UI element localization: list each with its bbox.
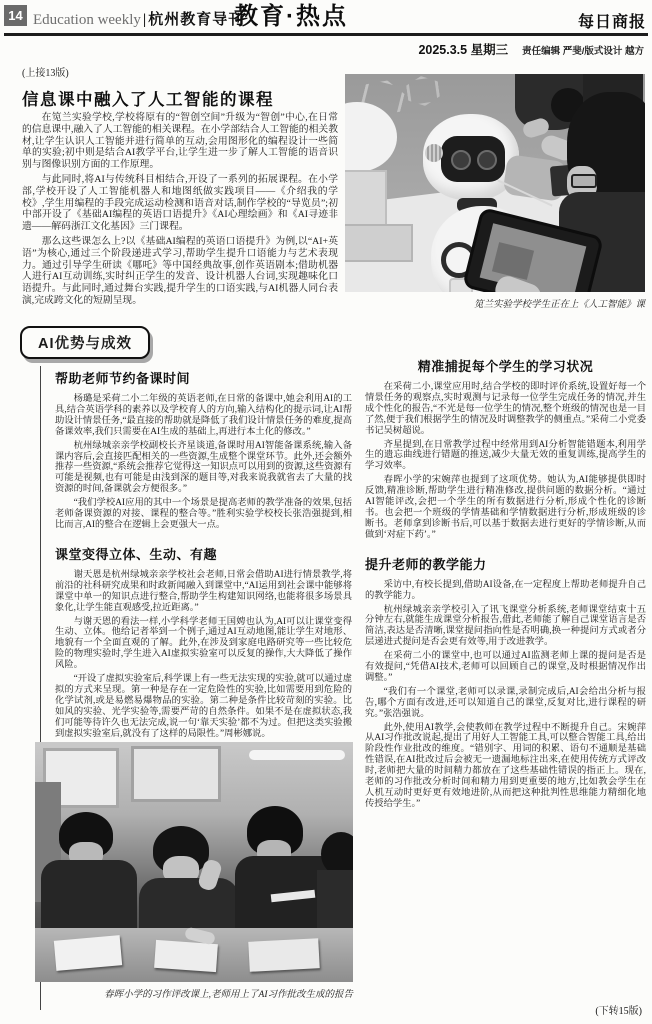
paragraph: 此外,使用AI教学,会使教师在教学过程中不断提升自己。宋婉萍从AI习作批改说起,提出了用好人工智能工具,可以整合智能工具,给出阶段性作业批改的维度。“错别字、用词的积累、语句不通顺是基础性错误,在AI批改过后会被无一遗漏地标注出来,在使用传统方式评改时,老师把大量的时间精力都放在了这些基础性错误的指正上。现在,老师的习作批改分析时间和精力用到更重要的地方,比如教会学生在人机互动时更好更有效地进阶,从而把这种批判性思维能力精细化地传授给学生。” — [365, 722, 646, 809]
article-body — [22, 112, 338, 310]
masthead: 每日商报 — [577, 14, 646, 31]
photo-caption: 笕兰实验学校学生正在上《人工智能》课 — [473, 300, 645, 310]
paragraph: 在采荷二小,课堂应用时,结合学校的即时评价系统,设置好每一个情景任务的观察点,实时观测与记录每一位学生完成任务的情况,并生成个性化的报告,“不光是每一位学生的情况,整个班级的情况也是一目了然,便于我们根据学生的情况及时调整教学的侧重点。”采荷二小党委书记吴树超说。 — [365, 382, 646, 436]
subsection-body — [55, 570, 352, 740]
subhead-teacher-ability: 提升老师的教学能力 — [365, 556, 487, 572]
date-text: 2025.3.5 星期三 — [418, 43, 509, 57]
edition-en: Education weekly — [33, 12, 141, 28]
page-number: 14 — [4, 5, 27, 26]
staff-credits: 责任编辑 严斐/版式设计 越方 — [522, 46, 644, 57]
worksheet-paper — [54, 935, 122, 971]
ceiling-light — [249, 750, 345, 760]
section-title: 教育·热点 — [234, 3, 348, 30]
article-headline: 信息课中融入了人工智能的课程 — [22, 91, 274, 109]
paragraph: 在笕兰实验学校,学校将原有的“智创空间”升级为“智创”中心,在日常的信息课中,融入了人工智能的相关课程。在小学部结合人工智能的相关教材,让学生认识人工智能并进行简单的互动,会用图形化的编程设计一些简单的实验;初中则是结合AI教学平台,让学生进一步了解人工智能的语音识别与图像识别方面的工作原理。 — [22, 112, 338, 171]
paragraph: 那么这些课怎么上?以《基础AI编程的英语口语提升》为例,以“AI+英语”为核心,通过三个阶段递进式学习,帮助学生提升口语能力与艺术表现力。通过引导学生研读《哪吒》等中国经典故事,创作英语剧本;借助机器人进行AI互动训练,实时纠正学生的发音、设计机器人台词,实现趣味化口语提升。与此同时,通过舞台实践,提升学生的口语实践,与AI机器人同台表演,完成跨文化的短剧呈现。 — [22, 235, 338, 306]
subhead-student-tracking: 精准捕捉每个学生的学习状况 — [417, 359, 594, 374]
section-right-column — [365, 356, 646, 813]
paragraph: 春晖小学的宋婉萍也提到了这项优势。她认为,AI能够提供即时反馈,精准诊断,帮助学生进行精准修改,提供问题的数据分析。“通过AI智能评改,会把一个学生的所有数据进行分析,形成个性化的诊断书。也会把一个班级的学情基础和学情数据进行分析,形成班级的诊断书。老师拿到诊断书后,可以基于数据去进行更好的学情诊断,从而做到‘对症下药’。” — [365, 475, 646, 540]
photo-caption: 春晖小学的习作评改课上,老师用上了AI习作批改生成的报告 — [104, 990, 353, 1000]
window — [131, 746, 221, 802]
classroom-photo — [35, 742, 353, 982]
robot-eye — [477, 150, 497, 170]
edition-cn: 杭州教育导刊 — [148, 11, 245, 28]
robot-ear-grille — [425, 144, 443, 162]
student-uniform — [41, 860, 137, 930]
paragraph: “我们有一个课堂,老师可以录课,录制完成后,AI会给出分析与报告,哪个方面有改进,还可以知道自己的课堂,反复对比,进行课程的研究。”张浩强说。 — [365, 686, 646, 719]
section-left-column — [55, 368, 352, 742]
subsection-body — [55, 394, 352, 531]
paragraph: 杨璐是采荷二小二年级的英语老师,在日常的备课中,她会利用AI的工具,结合英语学科的素养以及学校育人的方向,输入结构化的提示词,让AI帮助设计情景任务,“最直接的帮助就是降低了我们设计情景任务的难度,提高备课效率,我们只需要在AI生成的基础上,再进行本土化的修改。” — [55, 394, 352, 437]
glasses-icon — [571, 174, 597, 188]
subhead-vivid-class: 课堂变得立体、生动、有趣 — [55, 546, 218, 562]
subsection-body — [365, 382, 646, 541]
subsection-body — [365, 580, 646, 810]
worksheet-paper — [154, 940, 218, 972]
paragraph: 在采荷二小的课堂中,也可以通过AI监测老师上课的提问是否是有效提问,“凭借AI技术,老师可以回顾自己的课堂,及时根据情况作出调整。” — [365, 651, 646, 683]
paragraph: 齐星提到,在日常教学过程中经常用到AI分析智能错题本,利用学生的遗忘曲线进行错题的推送,减少大量无效的重复训练,提高学生的学习效率。 — [365, 439, 646, 472]
paragraph: “我们学校AI应用的其中一个场景是提高老师的教学准备的效果,包括老师备课资源的对接、课程的整合等。”胜利实验学校校长张浩强提到,相比而言,AI的整合在逻辑上会更强大一点。 — [55, 498, 352, 530]
robot-eye — [451, 150, 471, 170]
page-header — [0, 0, 652, 34]
section-badge: AI优势与成效 — [20, 326, 150, 359]
paragraph: 采访中,有校长提到,借助AI设备,在一定程度上帮助老师提升自己的教学能力。 — [365, 579, 646, 601]
continued-from-note: (上接13版) — [22, 68, 69, 79]
paragraph: 杭州绿城亲亲学校引入了讯飞课堂分析系统,老师课堂结束十五分钟左右,就能生成课堂分析报告,借此,老师能了解自己课堂语言是否简洁,表达是否清晰,课堂提问指向性是否明确,换一种提问方式或者分层递进式提问是否会更有效等,用于改进教学。 — [365, 604, 646, 648]
paragraph: 杭州绿城亲亲学校副校长齐星谈道,备课时用AI智能备课系统,输入备课内容后,会直接匹配相关的一些资源,生成整个课堂环节。此外,还会额外推荐一些资源,“系统会推荐它觉得这一知识点可以用到的资源,这些资源有可能是视频,也有可能是由浅到深的题目等,对我来说我就省去了大量的找资源的时间,备课就会方便很多。” — [55, 440, 352, 495]
paragraph: “开设了虚拟实验室后,科学课上有一些无法实现的实验,就可以通过虚拟的方式来呈现。第一种是存在一定危险性的实验,比如需要用到危险的化学试剂,或是易燃易爆物品的实验。第二种是条件比较苛刻的实验。比如风的实验、光学实验等,需要严苛的自然条件。如果不是在虚拟状态,我们可能等待许久也无法完成,说一句‘靠天实验’都不为过。但把这类实验搬到虚拟实验室后,就没有了这样的局限性。”周彬娜说。 — [55, 674, 352, 739]
paragraph: 与谢天恩的看法一样,小学科学老师王国娉也认为,AI可以让课堂变得生动、立体。他给记者举到一个例子,通过AI互动地图,能让学生对地形、地貌有一个全面直观的了解。此外,在涉及到家庭电路研究等一些比较危险的物理实验时,学生进入AI虚拟实验室可以反复的操作,大大降低了操作风险。 — [55, 616, 352, 671]
paragraph: 谢天恩是杭州绿城亲亲学校社会老师,日常会借助AI进行情景教学,将前沿的社科研究成果和时政新闻融入到课堂中,“AI运用到社会课中能够将课堂中单一的知识点进行整合,帮助学生构建知识网络,也能将很多场景具象化,让学生能直观感受,拉近距离。” — [55, 569, 352, 613]
worksheet-paper — [248, 938, 319, 972]
header-rule — [4, 33, 648, 36]
dateline — [418, 40, 644, 58]
continued-to-note: (下转15版) — [595, 1006, 642, 1017]
robot-class-photo — [345, 74, 645, 292]
subhead-prep-time: 帮助老师节约备课时间 — [55, 371, 191, 386]
paragraph: 与此同时,将AI与传统科目相结合,开设了一系列的拓展课程。在小学部,学校开设了人工智能机器人和地图纸做实践项目——《介绍我的学校》,学生用编程的手段完成运动检测和语音对话,制作学校的“导览员”;初中部开设了《基础AI编程的英语口语提升》《AI心理绘画》和《AI寻迹非遗——解码浙江文化基因》三门课程。 — [22, 173, 338, 233]
robot-kit-base — [345, 224, 413, 262]
edition-separator: | — [142, 12, 147, 28]
